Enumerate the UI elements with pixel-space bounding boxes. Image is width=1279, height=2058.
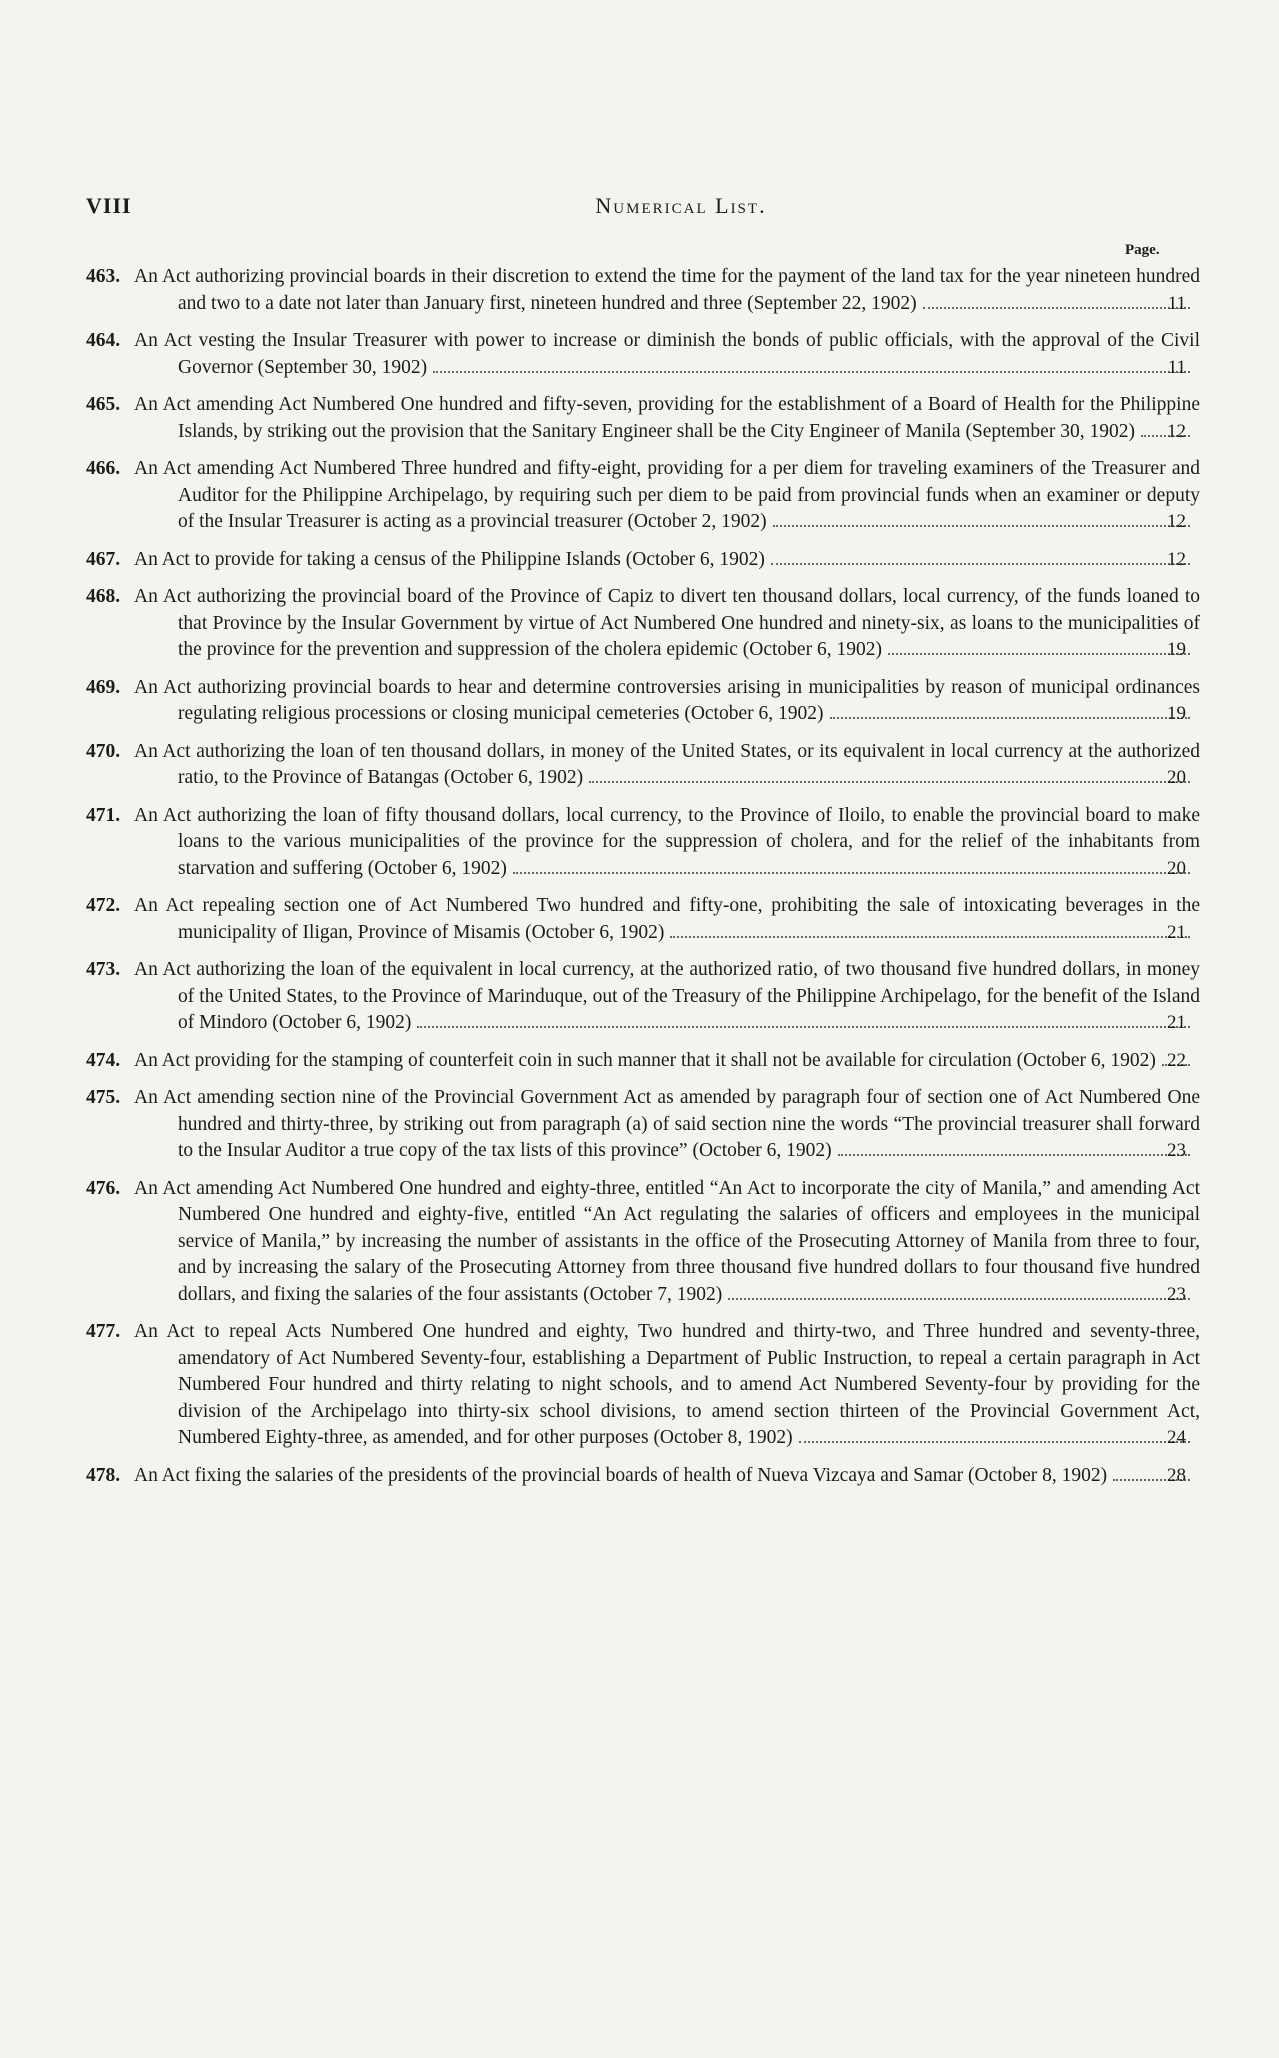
page-title: Numerical List. (595, 193, 767, 218)
act-date: (October 8, 1902) (968, 1464, 1108, 1486)
page-ref: 20 (1167, 857, 1186, 879)
act-number: 463. (86, 266, 121, 287)
page-ref: 22 (1167, 1049, 1186, 1071)
page-number: VIII (86, 193, 132, 218)
page-column-header: Page. (1125, 242, 1160, 258)
entry-body (86, 803, 1200, 883)
act-title: An Act authorizing the provincial board of the Province of Capiz to divert ten thousand dollars, local currency, of the funds loaned to that Province by the Insular Government by virtue of Act Numbered One hundred and ninety-six, as loans to the municipalities of the province for the prevention and suppression of the cholera epidemic (October (134, 586, 1200, 660)
act-date: 6, 1902) (599, 921, 665, 943)
act-number: 477. (86, 1321, 121, 1342)
entry-body (86, 584, 1200, 664)
list-item (86, 584, 1200, 664)
leader-dots (433, 367, 1190, 373)
leader-dots (728, 1294, 1190, 1300)
act-title: An Act authorizing the loan of the equivalent in local currency, at the authorized ratio, of two thousand five hundred dollars, in money of the United States, to the Province of Marinduque, out of the Treasury of the Philippine Archipelago, for the benefit of the Island of Mindoro (134, 959, 1200, 1033)
leader-dots (771, 559, 1190, 565)
act-date: (October 6, 1902) (272, 1012, 412, 1033)
leader-dots (589, 777, 1190, 783)
entry-body (86, 264, 1200, 317)
act-number: 464. (86, 330, 121, 351)
act-number: 471. (86, 804, 121, 826)
act-date: (October 6, 1902) (1016, 1049, 1156, 1071)
page-ref: 12 (1167, 511, 1186, 532)
leader-dots (417, 1022, 1190, 1028)
entry-body (86, 1463, 1200, 1490)
page-ref: 12 (1167, 420, 1186, 442)
page-ref: 24 (1167, 1427, 1186, 1448)
list-item (86, 893, 1200, 946)
list-item (86, 264, 1200, 317)
entry-body (86, 1319, 1200, 1452)
act-title: An Act to repeal Acts Numbered One hundred and eighty, Two hundred and thirty-two, and Three hundred and seventy-three, amendatory of Act Numbered Seventy-four, establishing a Department of Public Instruction, to repeal a certain paragraph in Act Numbered Four hundred and thirty relating to night schools, and to amend Act Numbered Seventy-four by providing for the division of the Archipelago into thirty-six school divisions, to amend section thirteen of the Provincial Government Act, Numbered Eighty-three, as amended, and for other purposes (134, 1321, 1200, 1448)
leader-dots (838, 1150, 1190, 1156)
page-ref: 11 (1167, 292, 1186, 314)
act-number: 474. (86, 1049, 121, 1071)
leader-dots (670, 932, 1190, 938)
act-number: 467. (86, 548, 121, 570)
page-ref: 12 (1167, 548, 1186, 570)
act-title: An Act authorizing provincial boards in their discretion to extend the time for the payment of the land tax for the year nineteen hundred and two to a date not later than January first, nineteen hundred and three (134, 266, 1200, 314)
act-title: An Act providing for the stamping of counterfeit coin in such manner that it shall not be available for circulation (134, 1049, 1012, 1071)
act-date: (October 6, 1902) (625, 548, 765, 570)
act-number: 466. (86, 458, 121, 479)
act-title: An Act amending Act Numbered One hundred and fifty-seven, providing for the establishment of a Board of Health for the Philippine Islands, by striking out the provision that the Sanitary Engineer shall be the City Engineer of Manila (134, 394, 1200, 442)
list-item (86, 957, 1200, 1037)
act-title: An Act fixing the salaries of the presidents of the provincial boards of health of Nueva Vizcaya and Samar (134, 1464, 964, 1486)
page-ref: 23 (1167, 1140, 1186, 1161)
leader-dots (830, 713, 1191, 719)
leader-dots (888, 649, 1190, 655)
act-date: (October 6, 1902) (684, 703, 824, 724)
act-date: (October 6, 1902) (367, 857, 507, 879)
act-date: (September 30, 1902) (257, 356, 428, 378)
act-date: 6, 1902) (816, 639, 882, 660)
list-item (86, 739, 1200, 792)
list-item (86, 803, 1200, 883)
act-date: 6, 1902) (766, 1140, 832, 1161)
list-item (86, 392, 1200, 445)
entry-body (86, 547, 1200, 574)
act-title: An Act amending section nine of the Provincial Government Act as amended by paragraph four of section one of Act Numbered One hundred and thirty-three, by striking out from paragraph (a) of said section nine the words “The provincial treasurer shall forward to the Insular Auditor a true copy of the tax lists of this province” (October (134, 1087, 1200, 1161)
list-item (86, 1463, 1186, 1490)
list-item (86, 547, 1186, 574)
entry-body (86, 739, 1200, 792)
entry-body (86, 1176, 1200, 1309)
entry-body (86, 675, 1200, 728)
act-date: (October 8, 1902) (653, 1427, 793, 1448)
act-title: An Act repealing section one of Act Numbered Two hundred and fifty-one, prohibiting the sale of intoxicating beverages in the municipality of Iligan, Province of Misamis (October (134, 895, 1200, 943)
act-number: 473. (86, 959, 121, 980)
act-title: An Act authorizing the loan of fifty thousand dollars, local currency, to the Province of Iloilo, to enable the provincial board to make loans to the various municipalities of the province for the suppression of cholera, and for the relief of the inhabitants from starvation and suffering (134, 804, 1200, 879)
page-ref: 19 (1167, 639, 1186, 660)
act-title: An Act authorizing provincial boards to hear and determine controversies arising in municipalities by reason of municipal ordinances regulating religious processions or closing municipal cemeteries (134, 676, 1200, 724)
act-number: 470. (86, 740, 121, 762)
act-title: An Act amending Act Numbered One hundred and eighty-three, entitled “An Act to incorporate the city of Manila,” and amending Act Numbered One hundred and eighty-five, entitled “An Act regulating the salaries of officers and employees in the municipal service of Manila,” by increasing the number of assistants in the office of the Prosecuting Attorney of Manila from three to four, and by increasing the salary of the Prosecuting Attorney from three thousand five hundred dollars to four thousand five hundred dollars, and fixing the salaries of the four assistants (134, 1177, 1200, 1305)
page-header (86, 193, 1226, 227)
act-date: (October 7, 1902) (583, 1283, 723, 1305)
entry-body (86, 1048, 1200, 1075)
list-item (86, 328, 1200, 381)
numerical-list (86, 264, 1200, 1500)
list-item (86, 1176, 1200, 1309)
entry-body (86, 1085, 1200, 1165)
page-ref: 23 (1167, 1283, 1186, 1305)
act-date: (October 6, 1902) (443, 767, 584, 788)
page-ref: 19 (1167, 703, 1186, 724)
entry-body (86, 328, 1200, 381)
page-ref: 21 (1167, 1012, 1186, 1033)
act-title: An Act amending Act Numbered Three hundred and fifty-eight, providing for a per diem for traveling examiners of the Treasurer and Auditor for the Philippine Archipelago, by requiring such per diem to be paid from provincial funds when an examiner or deputy of the Insular Treasurer is acting as a provincial treasurer (134, 458, 1200, 532)
list-item (86, 456, 1200, 536)
act-title: An Act authorizing the loan of ten thousand dollars, in money of the United States, or its equivalent in local currency at the authorized ratio, to the Province of Batangas (134, 740, 1200, 788)
act-title: An Act vesting the Insular Treasurer with power to increase or diminish the bonds of public officials, with the approval of the Civil Governor (134, 330, 1200, 378)
leader-dots (799, 1437, 1190, 1443)
act-title: An Act to provide for taking a census of the Philippine Islands (134, 548, 621, 570)
act-number: 465. (86, 394, 121, 415)
leader-dots (513, 868, 1190, 874)
entry-body (86, 456, 1200, 536)
act-date: (October 2, 1902) (627, 511, 767, 532)
act-number: 472. (86, 895, 121, 916)
page-ref: 20 (1167, 767, 1186, 788)
page-ref: 21 (1167, 921, 1186, 943)
act-date: (September 30, 1902) (965, 420, 1135, 442)
entry-body (86, 957, 1200, 1037)
act-date: (September 22, 1902) (747, 292, 917, 314)
list-item (86, 675, 1200, 728)
entry-body (86, 392, 1200, 445)
list-item (86, 1319, 1200, 1452)
act-number: 475. (86, 1087, 121, 1108)
list-item (86, 1085, 1200, 1165)
leader-dots (773, 521, 1190, 527)
act-number: 478. (86, 1464, 121, 1486)
list-item (86, 1048, 1186, 1075)
page-ref: 11 (1167, 356, 1186, 378)
entry-body (86, 893, 1200, 946)
page-ref: 28 (1167, 1464, 1186, 1486)
act-number: 469. (86, 676, 121, 698)
act-number: 468. (86, 586, 121, 607)
act-number: 476. (86, 1177, 121, 1199)
